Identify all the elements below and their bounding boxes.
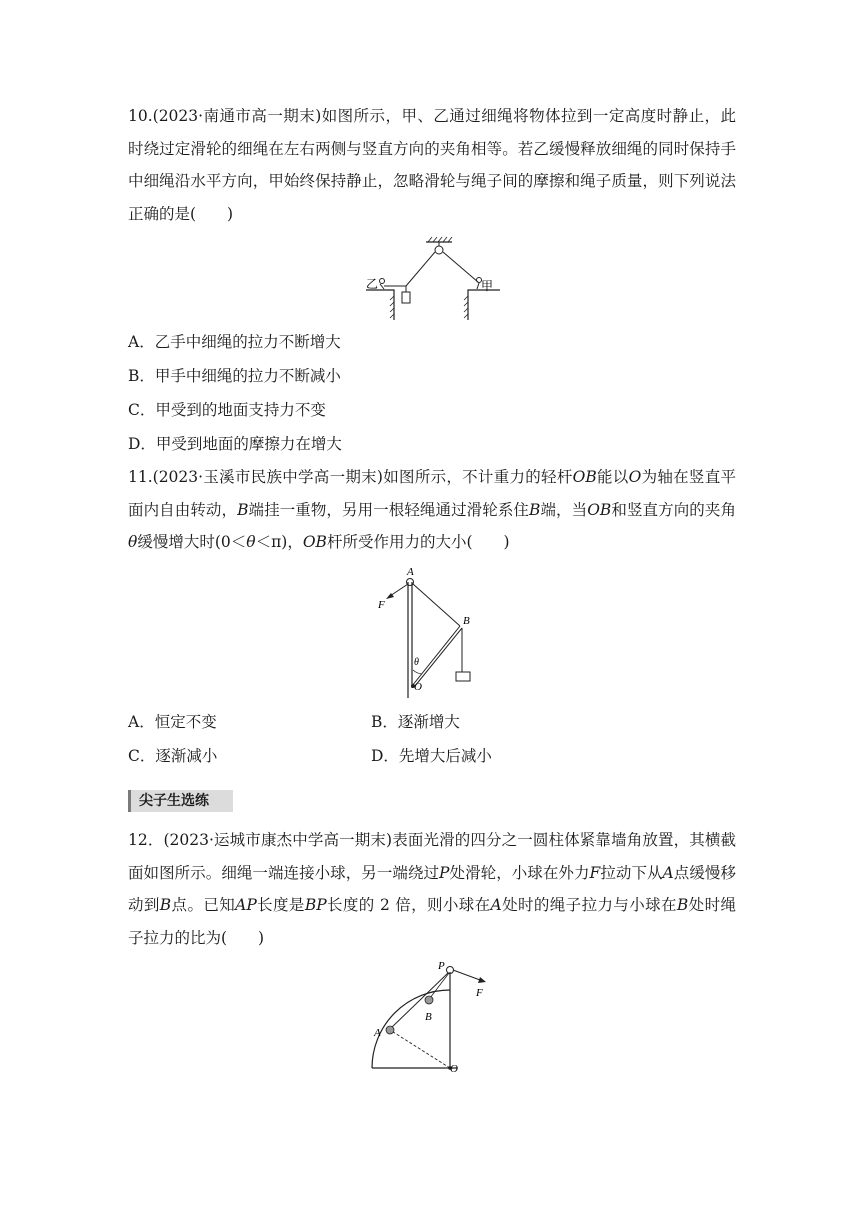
q11-option-c[interactable]: C．逐渐减小	[128, 747, 218, 765]
q11-label-f: F	[378, 599, 385, 611]
q10-label-jia: 甲	[481, 279, 494, 293]
question-11-stem: 11.(2023·玉溪市民族中学高一期末)如图所示，不计重力的轻杆OB能以O为轴在竖直平面内自由转动，B端挂一重物，另用一根轻绳通过滑轮系住B端，当OB和竖直方向的夹角θ缓慢增大时(0＜θ＜π)，OB杆所受作用力的大小( )	[128, 468, 736, 551]
question-10-stem: 10.(2023·南通市高一期末)如图所示，甲、乙通过细绳将物体拉到一定高度时静止，此时绕过定滑轮的细绳在左右两侧与竖直方向的夹角相等。若乙缓慢释放细绳的同时保持手中细绳沿水平方向，甲始终保持静止，忽略滑轮与绳子间的摩擦和绳子质量，则下列说法正确的是( )	[128, 107, 736, 223]
q12-quarter-cylinder-figure	[362, 958, 502, 1078]
section-tag-top-students: 尖子生选练	[128, 790, 233, 812]
q12-label-o: O	[450, 1063, 458, 1075]
q11-rod-figure	[370, 562, 485, 702]
q10-label-yi: 乙	[366, 277, 379, 291]
q10-option-d[interactable]: D．甲受到地面的摩擦力在增大	[128, 435, 342, 453]
q11-option-a[interactable]: A．恒定不变	[128, 713, 217, 731]
q12-label-p: P	[438, 960, 445, 972]
q12-label-a: A	[374, 1027, 381, 1039]
q11-label-theta: θ	[414, 657, 419, 668]
q10-option-a[interactable]: A．乙手中细绳的拉力不断增大	[128, 333, 341, 351]
q10-option-c[interactable]: C．甲受到的地面支持力不变	[128, 401, 326, 419]
q11-label-a: A	[407, 566, 414, 578]
q10-pulley-figure	[360, 232, 510, 324]
q12-label-b: B	[425, 1011, 432, 1023]
question-12-stem: 12．(2023·运城市康杰中学高一期末)表面光滑的四分之一圆柱体紧靠墙角放置，其横截面如图所示。细绳一端连接小球，另一端绕过P处滑轮，小球在外力F拉动下从A点缓慢移动到B点。已知AP长度是BP长度的 2 倍，则小球在A处时的绳子拉力与小球在B处时绳子拉力的比为( )	[128, 831, 736, 947]
q11-option-b[interactable]: B．逐渐增大	[371, 713, 460, 731]
q11-label-b: B	[463, 615, 470, 627]
q11-option-d[interactable]: D．先增大后减小	[371, 747, 492, 765]
q12-label-f: F	[476, 987, 483, 999]
q10-option-b[interactable]: B．甲手中细绳的拉力不断减小	[128, 367, 341, 385]
q11-label-o: O	[414, 681, 422, 693]
